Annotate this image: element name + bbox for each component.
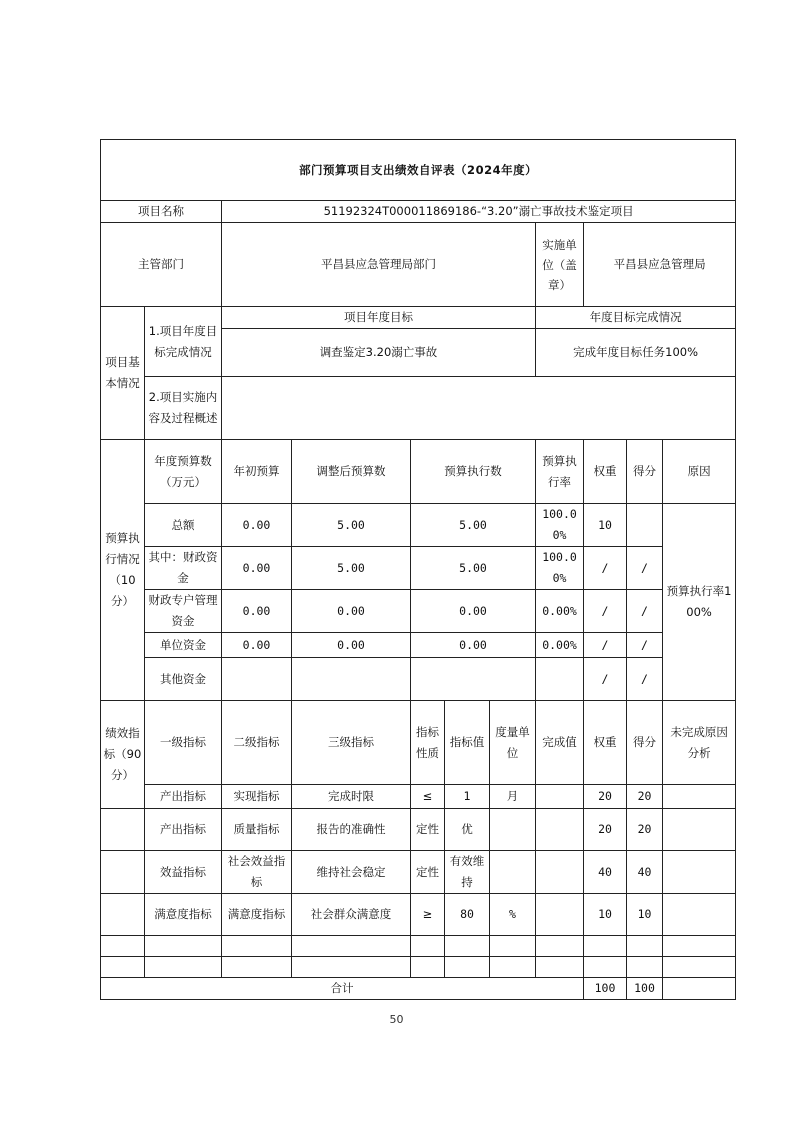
perf-l2: 质量指标 bbox=[222, 809, 292, 851]
budget-row bbox=[101, 590, 736, 633]
perf-weight: 10 bbox=[584, 894, 627, 936]
perf-unit: % bbox=[490, 894, 536, 936]
budget-row-name: 单位资金 bbox=[145, 633, 222, 658]
budget-row-name: 总额 bbox=[145, 504, 222, 547]
budget-row-name: 其中：财政资金 bbox=[145, 547, 222, 590]
perf-row bbox=[101, 851, 736, 894]
perf-reason bbox=[663, 851, 736, 894]
perf-weight: 20 bbox=[584, 785, 627, 809]
perf-score: 40 bbox=[627, 851, 663, 894]
perf-nature: ≤ bbox=[411, 785, 445, 809]
budget-row bbox=[101, 547, 736, 590]
perf-unit bbox=[490, 809, 536, 851]
perf-nature: ≥ bbox=[411, 894, 445, 936]
budget-reason: 预算执行率100% bbox=[663, 504, 736, 701]
budget-header: 调整后预算数 bbox=[292, 440, 411, 504]
budget-adjusted: 0.00 bbox=[292, 590, 411, 633]
budget-executed: 5.00 bbox=[411, 504, 536, 547]
budget-header: 预算执行数 bbox=[411, 440, 536, 504]
perf-done bbox=[536, 785, 584, 809]
budget-header: 得分 bbox=[627, 440, 663, 504]
budget-weight: / bbox=[584, 658, 627, 701]
perf-score: 20 bbox=[627, 809, 663, 851]
perf-l1: 产出指标 bbox=[145, 809, 222, 851]
budget-score: / bbox=[627, 547, 663, 590]
self-evaluation-table bbox=[100, 139, 736, 1000]
perf-empty-cell bbox=[101, 894, 145, 936]
dept-value: 平昌县应急管理局部门 bbox=[222, 223, 536, 307]
perf-done bbox=[536, 851, 584, 894]
budget-adjusted bbox=[292, 658, 411, 701]
perf-l3: 报告的准确性 bbox=[292, 809, 411, 851]
completion-value: 完成年度目标任务100% bbox=[536, 329, 736, 377]
perf-value: 80 bbox=[445, 894, 490, 936]
budget-rate bbox=[536, 658, 584, 701]
budget-initial bbox=[222, 658, 292, 701]
perf-empty-row bbox=[101, 936, 736, 957]
budget-initial: 0.00 bbox=[222, 633, 292, 658]
perf-unit: 月 bbox=[490, 785, 536, 809]
perf-l2: 实现指标 bbox=[222, 785, 292, 809]
budget-rate: 100.00% bbox=[536, 547, 584, 590]
budget-rate: 0.00% bbox=[536, 633, 584, 658]
perf-header: 未完成原因分析 bbox=[663, 701, 736, 785]
budget-header: 年初预算 bbox=[222, 440, 292, 504]
budget-weight: / bbox=[584, 590, 627, 633]
budget-rate: 0.00% bbox=[536, 590, 584, 633]
perf-l1: 满意度指标 bbox=[145, 894, 222, 936]
perf-row bbox=[101, 894, 736, 936]
impl-unit-label: 实施单位（盖章） bbox=[536, 223, 584, 307]
perf-label: 绩效指标（90分） bbox=[101, 701, 145, 809]
budget-row-name: 财政专户管理资金 bbox=[145, 590, 222, 633]
budget-header: 权重 bbox=[584, 440, 627, 504]
perf-score: 10 bbox=[627, 894, 663, 936]
basic-row1-label: 1.项目年度目标完成情况 bbox=[145, 307, 222, 377]
total-weight: 100 bbox=[584, 978, 627, 1000]
page-title: 部门预算项目支出绩效自评表（2024年度） bbox=[101, 140, 736, 201]
perf-header: 度量单位 bbox=[490, 701, 536, 785]
perf-empty-cell bbox=[101, 809, 145, 851]
goal-header: 项目年度目标 bbox=[222, 307, 536, 329]
perf-score: 20 bbox=[627, 785, 663, 809]
perf-reason bbox=[663, 785, 736, 809]
budget-header: 年度预算数（万元） bbox=[145, 440, 222, 504]
budget-adjusted: 0.00 bbox=[292, 633, 411, 658]
budget-row bbox=[101, 658, 736, 701]
perf-header: 二级指标 bbox=[222, 701, 292, 785]
basic-row2-label: 2.项目实施内容及过程概述 bbox=[145, 377, 222, 440]
budget-row bbox=[101, 633, 736, 658]
budget-row bbox=[101, 504, 736, 547]
perf-l3: 社会群众满意度 bbox=[292, 894, 411, 936]
perf-row bbox=[101, 785, 736, 809]
budget-header: 预算执行率 bbox=[536, 440, 584, 504]
perf-header: 三级指标 bbox=[292, 701, 411, 785]
budget-weight: 10 bbox=[584, 504, 627, 547]
perf-nature: 定性 bbox=[411, 851, 445, 894]
perf-reason bbox=[663, 894, 736, 936]
perf-header: 得分 bbox=[627, 701, 663, 785]
dept-label: 主管部门 bbox=[101, 223, 222, 307]
impl-unit-value: 平昌县应急管理局 bbox=[584, 223, 736, 307]
perf-done bbox=[536, 809, 584, 851]
budget-header: 原因 bbox=[663, 440, 736, 504]
project-name-label: 项目名称 bbox=[101, 201, 222, 223]
perf-l1: 产出指标 bbox=[145, 785, 222, 809]
budget-initial: 0.00 bbox=[222, 547, 292, 590]
perf-l3: 完成时限 bbox=[292, 785, 411, 809]
budget-score: / bbox=[627, 658, 663, 701]
budget-row-name: 其他资金 bbox=[145, 658, 222, 701]
perf-done bbox=[536, 894, 584, 936]
perf-header: 指标值 bbox=[445, 701, 490, 785]
total-row bbox=[101, 978, 736, 1000]
perf-header: 权重 bbox=[584, 701, 627, 785]
perf-header: 指标性质 bbox=[411, 701, 445, 785]
perf-value: 优 bbox=[445, 809, 490, 851]
budget-score: / bbox=[627, 633, 663, 658]
total-score: 100 bbox=[627, 978, 663, 1000]
total-reason bbox=[663, 978, 736, 1000]
perf-value: 1 bbox=[445, 785, 490, 809]
budget-weight: / bbox=[584, 547, 627, 590]
basic-row2-value bbox=[222, 377, 736, 440]
budget-initial: 0.00 bbox=[222, 590, 292, 633]
budget-executed: 0.00 bbox=[411, 590, 536, 633]
perf-weight: 20 bbox=[584, 809, 627, 851]
budget-label: 预算执行情况（10分） bbox=[101, 440, 145, 701]
budget-adjusted: 5.00 bbox=[292, 547, 411, 590]
perf-row bbox=[101, 809, 736, 851]
perf-header: 完成值 bbox=[536, 701, 584, 785]
budget-initial: 0.00 bbox=[222, 504, 292, 547]
perf-header: 一级指标 bbox=[145, 701, 222, 785]
perf-value: 有效维持 bbox=[445, 851, 490, 894]
budget-score bbox=[627, 504, 663, 547]
perf-nature: 定性 bbox=[411, 809, 445, 851]
completion-header: 年度目标完成情况 bbox=[536, 307, 736, 329]
perf-empty-row bbox=[101, 957, 736, 978]
basic-info-label: 项目基本情况 bbox=[101, 307, 145, 440]
goal-value: 调查鉴定3.20溺亡事故 bbox=[222, 329, 536, 377]
page-number: 50 bbox=[389, 1013, 404, 1026]
budget-adjusted: 5.00 bbox=[292, 504, 411, 547]
perf-l3: 维持社会稳定 bbox=[292, 851, 411, 894]
budget-weight: / bbox=[584, 633, 627, 658]
project-name-value: 51192324T000011869186-“3.20”溺亡事故技术鉴定项目 bbox=[222, 201, 736, 223]
perf-l2: 社会效益指标 bbox=[222, 851, 292, 894]
budget-executed: 0.00 bbox=[411, 633, 536, 658]
perf-reason bbox=[663, 809, 736, 851]
perf-l2: 满意度指标 bbox=[222, 894, 292, 936]
budget-rate: 100.00% bbox=[536, 504, 584, 547]
perf-l1: 效益指标 bbox=[145, 851, 222, 894]
budget-executed bbox=[411, 658, 536, 701]
total-label: 合计 bbox=[101, 978, 584, 1000]
budget-executed: 5.00 bbox=[411, 547, 536, 590]
perf-empty-cell bbox=[101, 851, 145, 894]
perf-unit bbox=[490, 851, 536, 894]
budget-score: / bbox=[627, 590, 663, 633]
perf-weight: 40 bbox=[584, 851, 627, 894]
